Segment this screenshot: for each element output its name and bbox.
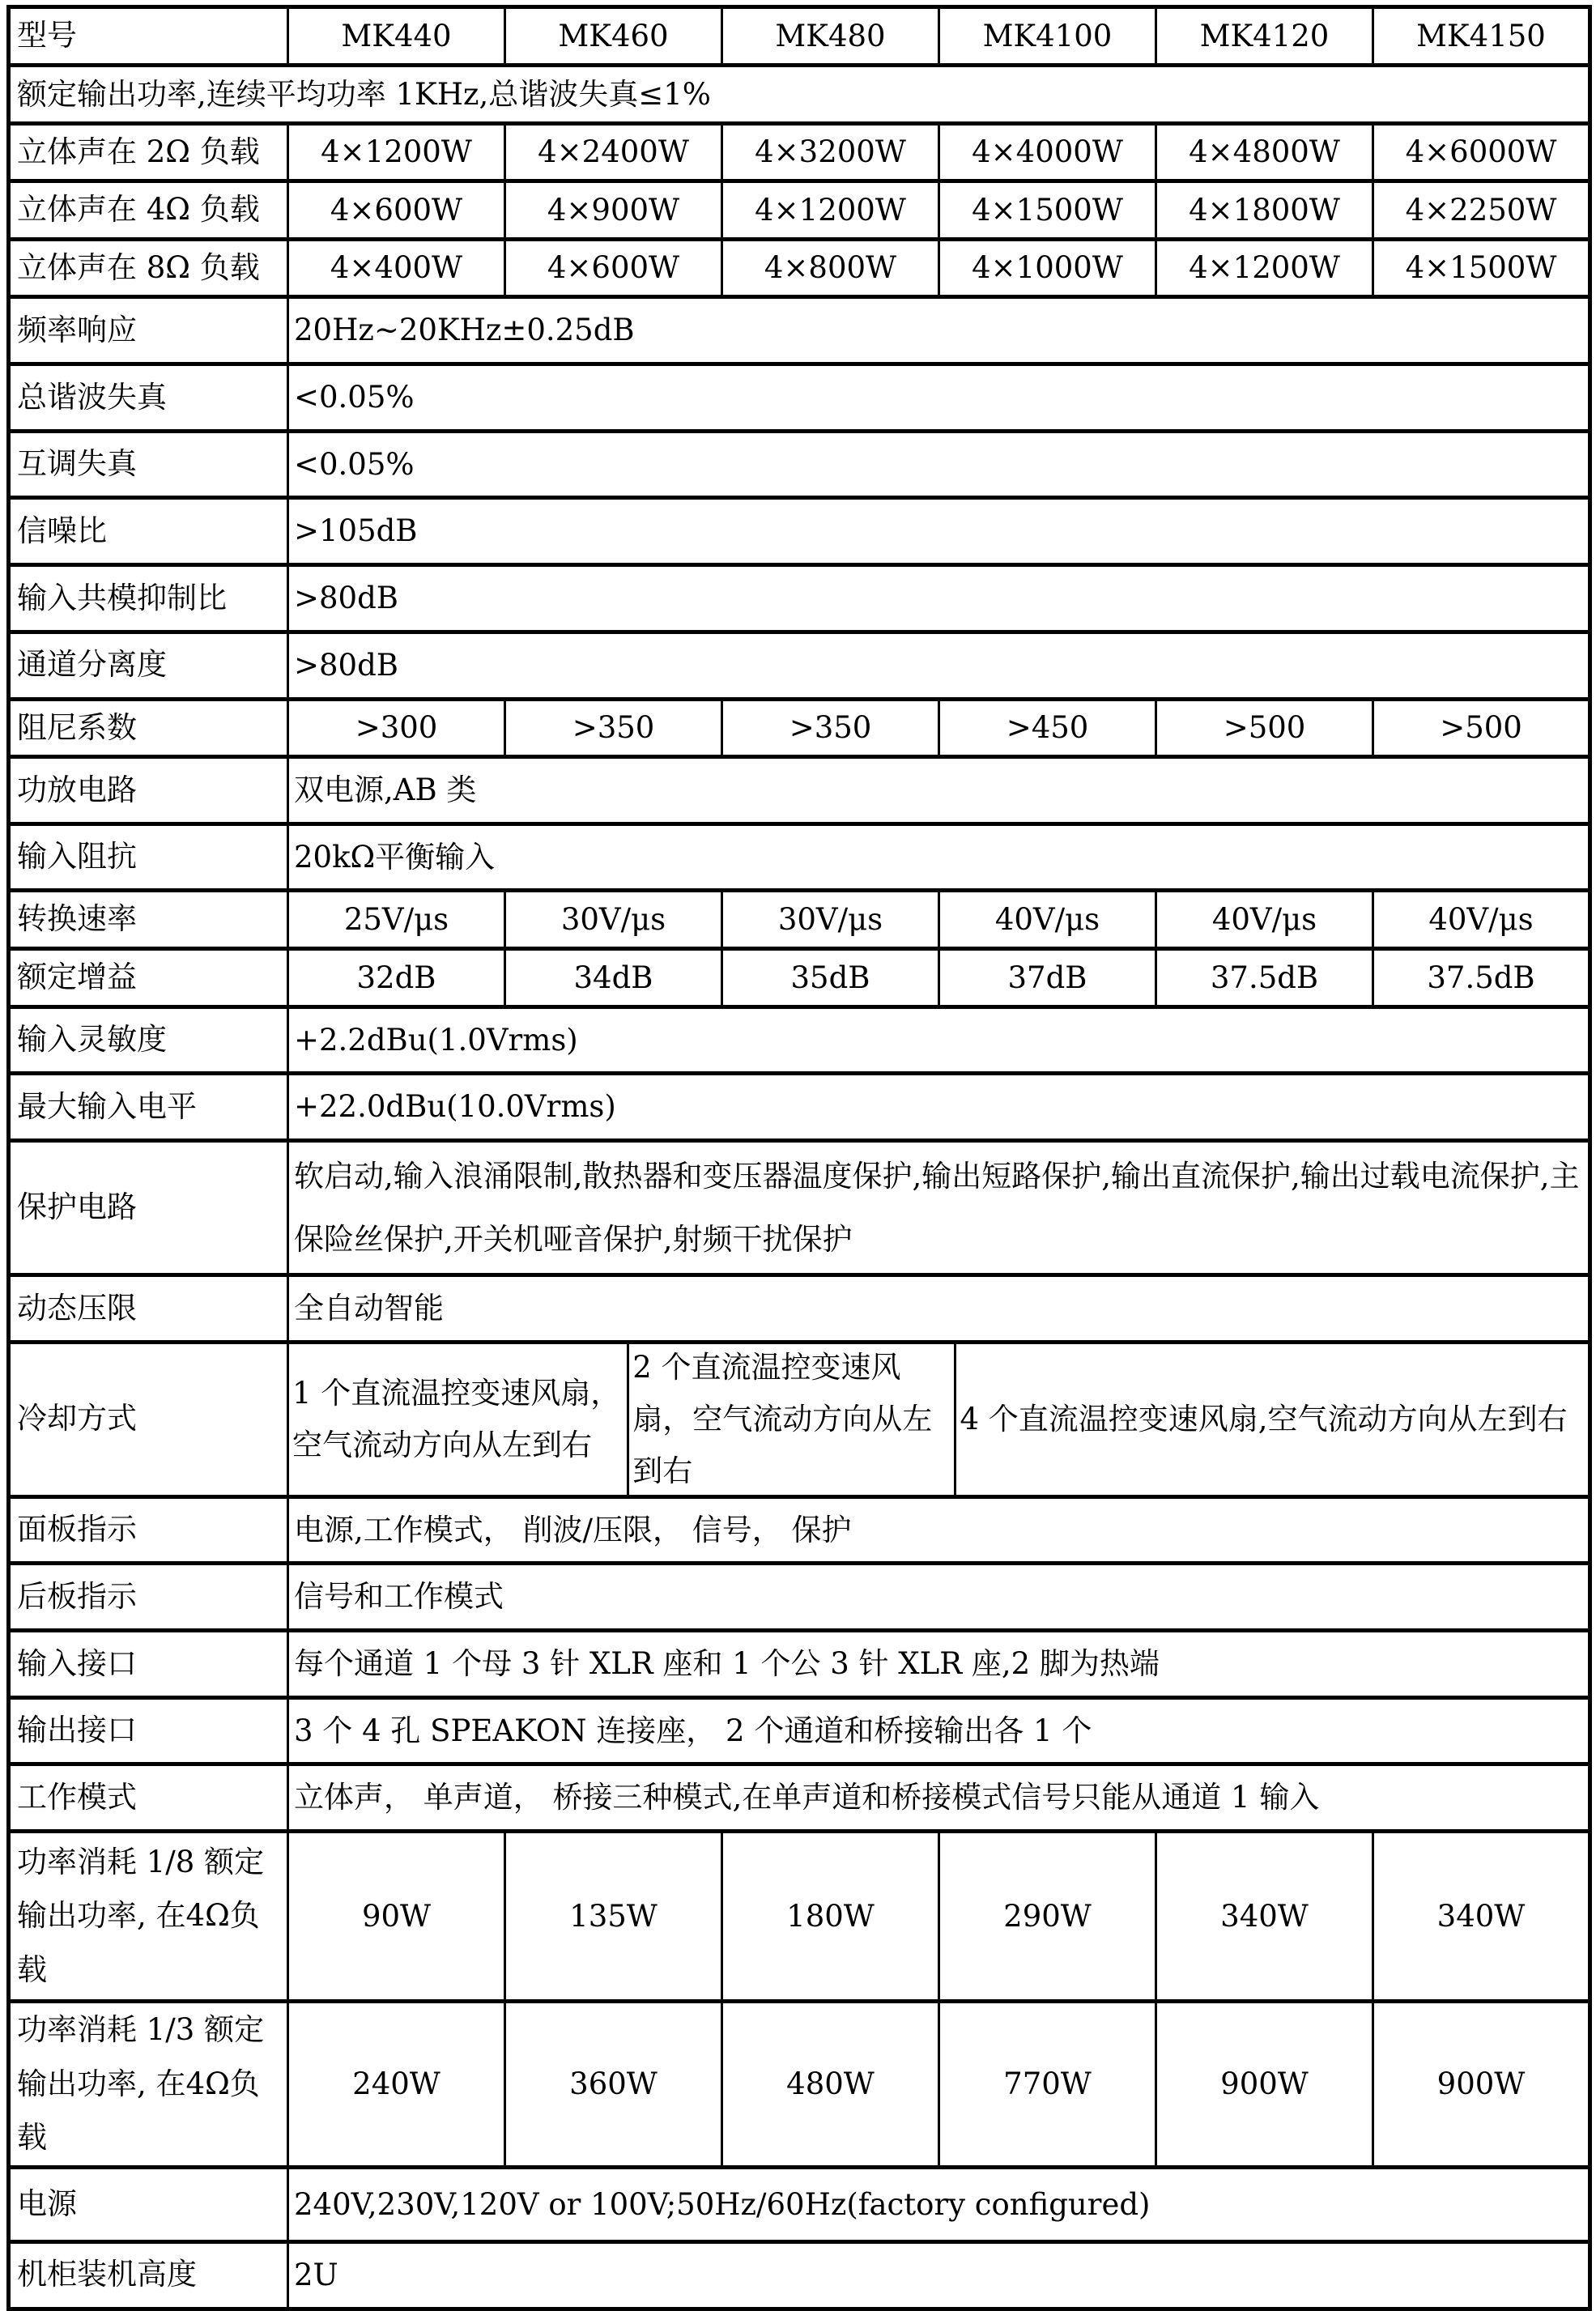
row-label: 功率消耗 1/8 额定输出功率, 在4Ω负载 <box>9 1832 288 2002</box>
row-label: 立体声在 2Ω 负载 <box>9 123 288 181</box>
row-label: 阻尼系数 <box>9 699 288 757</box>
value-cell: <0.05% <box>288 364 1590 432</box>
table-row <box>9 7 1590 66</box>
column-header-label: 型号 <box>9 7 288 66</box>
cooling-cell: 4 个直流温控变速风扇,空气流动方向从左到右 <box>960 1401 1568 1436</box>
value-cell: 4×600W <box>288 181 505 240</box>
value-cell: >80dB <box>288 632 1590 699</box>
table-row <box>9 824 1590 891</box>
value-cell: 290W <box>939 1832 1156 2002</box>
table-row <box>9 757 1590 824</box>
row-label: 输入阻抗 <box>9 824 288 891</box>
table-row <box>9 181 1590 240</box>
value-cell: 25V/μs <box>288 891 505 949</box>
value-cell: >450 <box>939 699 1156 757</box>
value-cell: 240W <box>288 2002 505 2168</box>
row-label: 通道分离度 <box>9 632 288 699</box>
row-label: 面板指示 <box>9 1496 288 1564</box>
value-cell: 240V,230V,120V or 100V;50Hz/60Hz(factory configured) <box>288 2167 1590 2241</box>
row-label: 频率响应 <box>9 297 288 364</box>
table-row <box>9 1074 1590 1141</box>
table-row <box>9 1631 1590 1698</box>
note-row-text: 额定输出功率,连续平均功率 1KHz,总谐波失真≤1% <box>9 65 1590 123</box>
value-cell: 4×1800W <box>1156 181 1373 240</box>
row-label: 互调失真 <box>9 431 288 498</box>
value-cell: 软启动,输入浪涌限制,散热器和变压器温度保护,输出短路保护,输出直流保护,输出过载电流保护,主保险丝保护,开关机哑音保护,射频干扰保护 <box>288 1141 1590 1275</box>
value-cell: 4×900W <box>505 181 722 240</box>
row-label: 转换速率 <box>9 891 288 949</box>
value-cell: 全自动智能 <box>288 1275 1590 1343</box>
value-cell: >300 <box>288 699 505 757</box>
value-cell: 4×2400W <box>505 123 722 181</box>
value-cell: 35dB <box>722 949 939 1007</box>
value-cell: 4×800W <box>722 239 939 297</box>
value-cell: 4×1200W <box>1156 239 1373 297</box>
model-header: MK4100 <box>939 7 1156 66</box>
spec-table <box>6 5 1592 2311</box>
value-cell: 4×1200W <box>722 181 939 240</box>
value-cell: 37dB <box>939 949 1156 1007</box>
table-row <box>9 1141 1590 1275</box>
value-cell: 30V/μs <box>505 891 722 949</box>
table-row <box>9 1342 1590 1496</box>
value-cell: 4×6000W <box>1373 123 1590 181</box>
table-row <box>9 891 1590 949</box>
value-cell: 37.5dB <box>1156 949 1373 1007</box>
table-row <box>9 364 1590 432</box>
value-cell: +2.2dBu(1.0Vrms) <box>288 1007 1590 1074</box>
value-cell: +22.0dBu(10.0Vrms) <box>288 1074 1590 1141</box>
value-cell: 电源,工作模式， 削波/压限， 信号， 保护 <box>288 1496 1590 1564</box>
value-cell: >350 <box>505 699 722 757</box>
value-cell: >80dB <box>288 565 1590 632</box>
value-cell: 340W <box>1373 1832 1590 2002</box>
value-cell: >105dB <box>288 498 1590 565</box>
table-row <box>9 498 1590 565</box>
value-cell: 180W <box>722 1832 939 2002</box>
row-label: 最大输入电平 <box>9 1074 288 1141</box>
table-row <box>9 239 1590 297</box>
value-cell: 4×1500W <box>1373 239 1590 297</box>
table-row <box>9 2002 1590 2168</box>
value-cell: >500 <box>1156 699 1373 757</box>
value-cell: 340W <box>1156 1832 1373 2002</box>
row-label: 输入接口 <box>9 1631 288 1698</box>
table-row <box>9 123 1590 181</box>
cooling-cell: 2 个直流温控变速风扇，空气流动方向从左到右 <box>629 1344 956 1495</box>
value-cell: 20kΩ平衡输入 <box>288 824 1590 891</box>
value-cell: 信号和工作模式 <box>288 1564 1590 1631</box>
row-label: 后板指示 <box>9 1564 288 1631</box>
value-cell: 32dB <box>288 949 505 1007</box>
value-cell: 立体声， 单声道， 桥接三种模式,在单声道和桥接模式信号只能从通道 1 输入 <box>288 1764 1590 1832</box>
cooling-cell-group <box>288 1342 1590 1496</box>
value-cell: 4×2250W <box>1373 181 1590 240</box>
table-row <box>9 699 1590 757</box>
table-row <box>9 1764 1590 1832</box>
table-row <box>9 2167 1590 2241</box>
model-header: MK4120 <box>1156 7 1373 66</box>
model-header: MK460 <box>505 7 722 66</box>
value-cell: 34dB <box>505 949 722 1007</box>
value-cell: 90W <box>288 1832 505 2002</box>
value-cell: 40V/μs <box>939 891 1156 949</box>
value-cell: >350 <box>722 699 939 757</box>
value-cell: 3 个 4 孔 SPEAKON 连接座， 2 个通道和桥接输出各 1 个 <box>288 1697 1590 1764</box>
row-label: 动态压限 <box>9 1275 288 1343</box>
value-cell: 900W <box>1156 2002 1373 2168</box>
row-label: 功放电路 <box>9 757 288 824</box>
spec-table-body <box>9 7 1590 2309</box>
table-row <box>9 431 1590 498</box>
table-row <box>9 949 1590 1007</box>
value-cell: 双电源,AB 类 <box>288 757 1590 824</box>
value-cell: 每个通道 1 个母 3 针 XLR 座和 1 个公 3 针 XLR 座,2 脚为热端 <box>288 1631 1590 1698</box>
value-cell: 20Hz~20KHz±0.25dB <box>288 297 1590 364</box>
value-cell: 4×3200W <box>722 123 939 181</box>
row-label: 输出接口 <box>9 1697 288 1764</box>
value-cell: 4×600W <box>505 239 722 297</box>
cooling-cell: 1 个直流温控变速风扇，空气流动方向从左到右 <box>289 1344 629 1495</box>
table-row <box>9 297 1590 364</box>
value-cell: 2U <box>288 2241 1590 2309</box>
table-row <box>9 1496 1590 1564</box>
value-cell: 135W <box>505 1832 722 2002</box>
table-row <box>9 565 1590 632</box>
table-row <box>9 1697 1590 1764</box>
value-cell: 480W <box>722 2002 939 2168</box>
value-cell: 360W <box>505 2002 722 2168</box>
value-cell: 4×1200W <box>288 123 505 181</box>
table-row <box>9 1564 1590 1631</box>
value-cell: 30V/μs <box>722 891 939 949</box>
row-label: 总谐波失真 <box>9 364 288 432</box>
value-cell: 900W <box>1373 2002 1590 2168</box>
model-header: MK480 <box>722 7 939 66</box>
table-row <box>9 1007 1590 1074</box>
row-label: 机柜装机高度 <box>9 2241 288 2309</box>
row-label: 额定增益 <box>9 949 288 1007</box>
row-label: 立体声在 8Ω 负载 <box>9 239 288 297</box>
table-row <box>9 632 1590 699</box>
cooling-cells <box>289 1344 1588 1495</box>
value-cell: 40V/μs <box>1156 891 1373 949</box>
value-cell: 40V/μs <box>1373 891 1590 949</box>
table-row <box>9 1275 1590 1343</box>
table-row <box>9 1832 1590 2002</box>
value-cell: 4×400W <box>288 239 505 297</box>
row-label: 保护电路 <box>9 1141 288 1275</box>
value-cell: 4×4000W <box>939 123 1156 181</box>
row-label: 冷却方式 <box>9 1342 288 1496</box>
row-label: 工作模式 <box>9 1764 288 1832</box>
row-label: 输入共模抑制比 <box>9 565 288 632</box>
value-cell: <0.05% <box>288 431 1590 498</box>
value-cell: 770W <box>939 2002 1156 2168</box>
row-label: 电源 <box>9 2167 288 2241</box>
row-label: 立体声在 4Ω 负载 <box>9 181 288 240</box>
value-cell: 4×1000W <box>939 239 1156 297</box>
row-label: 输入灵敏度 <box>9 1007 288 1074</box>
model-header: MK4150 <box>1373 7 1590 66</box>
row-label: 功率消耗 1/3 额定输出功率, 在4Ω负载 <box>9 2002 288 2168</box>
row-label: 信噪比 <box>9 498 288 565</box>
value-cell: 37.5dB <box>1373 949 1590 1007</box>
table-row <box>9 2241 1590 2309</box>
value-cell: 4×4800W <box>1156 123 1373 181</box>
value-cell: >500 <box>1373 699 1590 757</box>
value-cell: 4×1500W <box>939 181 1156 240</box>
table-row <box>9 65 1590 123</box>
model-header: MK440 <box>288 7 505 66</box>
